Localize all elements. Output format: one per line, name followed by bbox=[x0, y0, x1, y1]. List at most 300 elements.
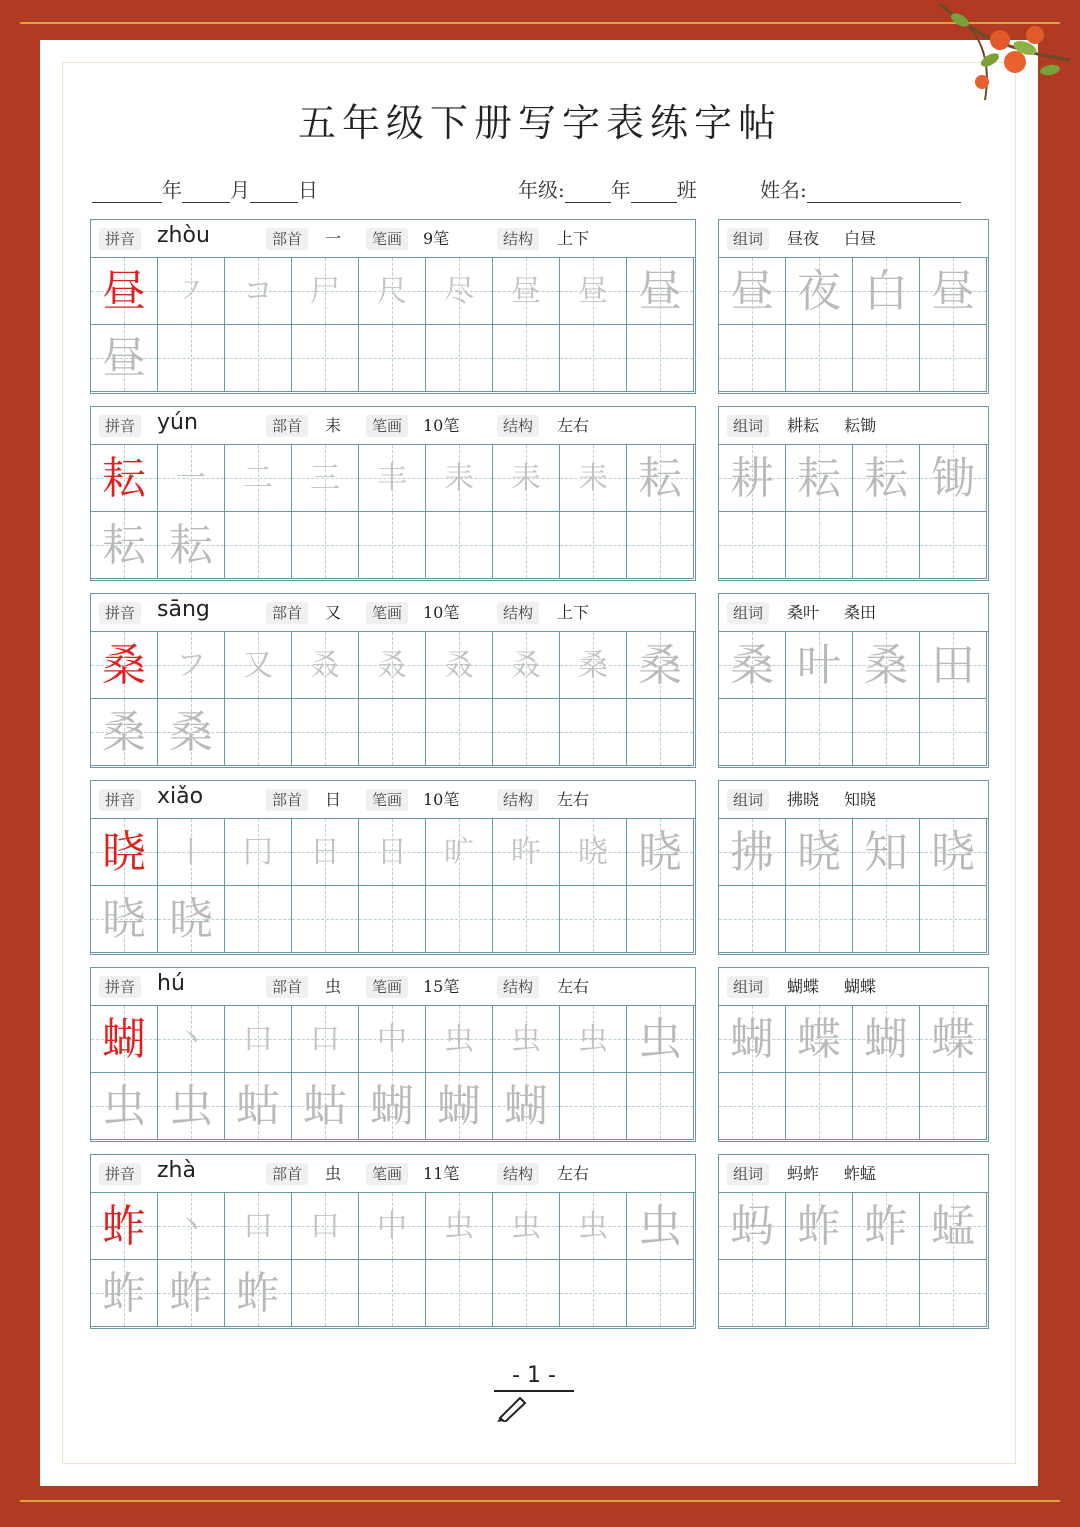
word-cell[interactable] bbox=[719, 699, 786, 766]
word-2: 蚱蜢 bbox=[844, 1164, 877, 1183]
practice-cell[interactable] bbox=[560, 325, 627, 392]
strokes-label: 笔画 bbox=[366, 1163, 408, 1185]
name-blank[interactable] bbox=[807, 180, 961, 203]
word-cell[interactable] bbox=[719, 325, 786, 392]
grid-char: 知 bbox=[864, 827, 908, 878]
day-label: 日 bbox=[298, 178, 318, 202]
practice-cell[interactable] bbox=[158, 819, 225, 886]
word-cell[interactable] bbox=[786, 445, 853, 512]
word-cell[interactable] bbox=[920, 1006, 987, 1073]
practice-cell[interactable] bbox=[627, 512, 694, 579]
word-practice-box bbox=[718, 406, 989, 581]
radical-label: 部首 bbox=[266, 1163, 308, 1185]
practice-cell[interactable] bbox=[225, 1260, 292, 1327]
grid-char: 蚱 bbox=[797, 1201, 841, 1252]
year-blank[interactable] bbox=[92, 180, 162, 203]
word-practice-box bbox=[718, 219, 989, 394]
word-1: 耕耘 bbox=[787, 416, 820, 435]
char-info-row bbox=[91, 220, 695, 258]
practice-cell[interactable] bbox=[493, 258, 560, 325]
practice-cell[interactable] bbox=[426, 325, 493, 392]
word-1: 蚂蚱 bbox=[787, 1164, 820, 1183]
practice-cell[interactable] bbox=[225, 886, 292, 953]
name-line bbox=[760, 174, 961, 203]
practice-cell[interactable] bbox=[627, 325, 694, 392]
practice-cell[interactable] bbox=[292, 886, 359, 953]
word-1: 昼夜 bbox=[787, 229, 820, 248]
practice-cell[interactable] bbox=[426, 886, 493, 953]
word-cell[interactable] bbox=[853, 445, 920, 512]
word-cell[interactable] bbox=[920, 699, 987, 766]
grid-char: 晓 bbox=[578, 835, 608, 870]
grid-char: 桑 bbox=[638, 640, 682, 691]
grid-char: 丶 bbox=[176, 1209, 206, 1244]
radical-value: 虫 bbox=[325, 977, 342, 996]
word-cell[interactable] bbox=[786, 1193, 853, 1260]
practice-cell[interactable] bbox=[158, 325, 225, 392]
practice-cell[interactable] bbox=[292, 258, 359, 325]
practice-cell[interactable] bbox=[225, 1073, 292, 1140]
practice-cell[interactable] bbox=[493, 1260, 560, 1327]
gold-border-bottom bbox=[20, 1500, 1060, 1502]
strokes-value: 11笔 bbox=[423, 1164, 460, 1183]
practice-cell[interactable] bbox=[292, 1193, 359, 1260]
structure-label: 结构 bbox=[497, 415, 539, 437]
grid-char: 蜢 bbox=[931, 1201, 975, 1252]
char-info-row bbox=[91, 407, 695, 445]
grid-char: 耘 bbox=[169, 520, 213, 571]
grade-blank[interactable] bbox=[565, 180, 611, 203]
practice-cell[interactable] bbox=[359, 886, 426, 953]
practice-cell[interactable] bbox=[359, 632, 426, 699]
pinyin-value: hú bbox=[157, 971, 185, 996]
words-label: 组词 bbox=[727, 1163, 769, 1185]
practice-cell[interactable] bbox=[493, 1193, 560, 1260]
grid-char: 口 bbox=[243, 1209, 273, 1244]
word-cell[interactable] bbox=[920, 445, 987, 512]
grid-char: 口 bbox=[243, 1022, 273, 1057]
practice-cell[interactable] bbox=[493, 819, 560, 886]
word-cell[interactable] bbox=[719, 1006, 786, 1073]
word-cell[interactable] bbox=[786, 512, 853, 579]
grid-char: 旿 bbox=[511, 835, 541, 870]
practice-cell[interactable] bbox=[426, 632, 493, 699]
grid-char: 晓 bbox=[102, 894, 146, 945]
grid-char: 桑 bbox=[102, 707, 146, 758]
practice-cell[interactable] bbox=[91, 699, 158, 766]
grid-char: 耘 bbox=[102, 453, 146, 504]
practice-cell[interactable] bbox=[426, 699, 493, 766]
structure-label: 结构 bbox=[497, 789, 539, 811]
grid-char: 昼 bbox=[638, 266, 682, 317]
practice-cell[interactable] bbox=[560, 445, 627, 512]
char-info-row bbox=[91, 781, 695, 819]
grid-char: 蝴 bbox=[102, 1014, 146, 1065]
pinyin-label: 拼音 bbox=[99, 228, 141, 250]
practice-cell[interactable] bbox=[292, 699, 359, 766]
word-cell[interactable] bbox=[920, 886, 987, 953]
grid-char: 耒 bbox=[578, 461, 608, 496]
practice-cell[interactable] bbox=[91, 1193, 158, 1260]
practice-cell[interactable] bbox=[627, 445, 694, 512]
char-practice-box bbox=[90, 967, 696, 1142]
radical-value: 虫 bbox=[325, 1164, 342, 1183]
strokes-value: 9笔 bbox=[423, 229, 450, 248]
pinyin-value: xiǎo bbox=[157, 784, 204, 809]
grid-char: 叒 bbox=[377, 648, 407, 683]
word-cell[interactable] bbox=[853, 1073, 920, 1140]
grid-char: 口 bbox=[310, 1022, 340, 1057]
practice-cell[interactable] bbox=[91, 1073, 158, 1140]
practice-cell[interactable] bbox=[426, 1073, 493, 1140]
grid-char: 蚱 bbox=[169, 1268, 213, 1319]
practice-cell[interactable] bbox=[359, 1193, 426, 1260]
grid-char: 耒 bbox=[511, 461, 541, 496]
char-practice-box bbox=[90, 406, 696, 581]
practice-cell[interactable] bbox=[359, 445, 426, 512]
practice-cell[interactable] bbox=[91, 445, 158, 512]
practice-cell[interactable] bbox=[560, 1260, 627, 1327]
word-cell[interactable] bbox=[853, 699, 920, 766]
words-label: 组词 bbox=[727, 789, 769, 811]
word-cell[interactable] bbox=[719, 1193, 786, 1260]
practice-cell[interactable] bbox=[359, 819, 426, 886]
words-label: 组词 bbox=[727, 976, 769, 998]
word-cell[interactable] bbox=[920, 258, 987, 325]
word-practice-box bbox=[718, 780, 989, 955]
word-cell[interactable] bbox=[719, 445, 786, 512]
practice-cell[interactable] bbox=[91, 1006, 158, 1073]
grid-char: 一 bbox=[176, 461, 206, 496]
practice-cell[interactable] bbox=[560, 819, 627, 886]
radical-label: 部首 bbox=[266, 789, 308, 811]
practice-cell[interactable] bbox=[560, 1006, 627, 1073]
practice-cell[interactable] bbox=[359, 699, 426, 766]
practice-cell[interactable] bbox=[225, 819, 292, 886]
word-cell[interactable] bbox=[719, 886, 786, 953]
word-practice-box bbox=[718, 593, 989, 768]
practice-cell[interactable] bbox=[158, 1193, 225, 1260]
grid-char: 冂 bbox=[243, 835, 273, 870]
word-2: 白昼 bbox=[844, 229, 877, 248]
word-cell[interactable] bbox=[786, 1073, 853, 1140]
word-cell[interactable] bbox=[920, 512, 987, 579]
practice-cell[interactable] bbox=[359, 1260, 426, 1327]
page-footer bbox=[494, 1363, 614, 1422]
practice-cell[interactable] bbox=[493, 512, 560, 579]
practice-cell[interactable] bbox=[225, 445, 292, 512]
practice-cell[interactable] bbox=[493, 445, 560, 512]
word-cell[interactable] bbox=[920, 1260, 987, 1327]
word-cell[interactable] bbox=[853, 258, 920, 325]
practice-cell[interactable] bbox=[426, 258, 493, 325]
grid-char: 口 bbox=[310, 1209, 340, 1244]
grid-char: 旷 bbox=[444, 835, 474, 870]
grid-char: 虫 bbox=[169, 1081, 213, 1132]
grid-char: 耒 bbox=[444, 461, 474, 496]
practice-cell[interactable] bbox=[91, 512, 158, 579]
practice-cell[interactable] bbox=[426, 819, 493, 886]
practice-cell[interactable] bbox=[91, 819, 158, 886]
practice-cell[interactable] bbox=[627, 1073, 694, 1140]
grid-char: 尽 bbox=[444, 274, 474, 309]
year-label: 年 bbox=[162, 178, 182, 202]
practice-cell[interactable] bbox=[225, 1193, 292, 1260]
grid-char: 拂 bbox=[730, 827, 774, 878]
practice-cell[interactable] bbox=[493, 632, 560, 699]
grid-char: 二 bbox=[243, 461, 273, 496]
grid-char: 蚱 bbox=[102, 1268, 146, 1319]
word-cell[interactable] bbox=[719, 1073, 786, 1140]
strokes-label: 笔画 bbox=[366, 602, 408, 624]
practice-cell[interactable] bbox=[493, 1073, 560, 1140]
practice-cell[interactable] bbox=[493, 325, 560, 392]
practice-cell[interactable] bbox=[359, 325, 426, 392]
grid-char: 锄 bbox=[931, 453, 975, 504]
grid-char: 耘 bbox=[797, 453, 841, 504]
practice-cell[interactable] bbox=[560, 1193, 627, 1260]
word-practice-box bbox=[718, 1154, 989, 1329]
char-info-row bbox=[91, 594, 695, 632]
strokes-label: 笔画 bbox=[366, 789, 408, 811]
word-cell[interactable] bbox=[786, 1006, 853, 1073]
grid-char: 尺 bbox=[377, 274, 407, 309]
word-cell[interactable] bbox=[853, 512, 920, 579]
strokes-label: 笔画 bbox=[366, 976, 408, 998]
practice-cell[interactable] bbox=[426, 445, 493, 512]
practice-cell[interactable] bbox=[426, 1193, 493, 1260]
pen-icon bbox=[494, 1392, 530, 1422]
word-cell[interactable] bbox=[853, 1006, 920, 1073]
practice-cell[interactable] bbox=[493, 886, 560, 953]
practice-cell[interactable] bbox=[627, 819, 694, 886]
grid-char: 叒 bbox=[310, 648, 340, 683]
word-cell[interactable] bbox=[719, 819, 786, 886]
words-label: 组词 bbox=[727, 228, 769, 250]
practice-cell[interactable] bbox=[560, 1073, 627, 1140]
grid-char: 叶 bbox=[797, 640, 841, 691]
practice-cell[interactable] bbox=[560, 512, 627, 579]
gold-border-top bbox=[20, 22, 1060, 24]
word-2: 桑田 bbox=[844, 603, 877, 622]
grid-char: 晓 bbox=[931, 827, 975, 878]
practice-cell[interactable] bbox=[158, 445, 225, 512]
structure-label: 结构 bbox=[497, 1163, 539, 1185]
grid-char: コ bbox=[243, 274, 273, 309]
grid-char: 中 bbox=[377, 1209, 407, 1244]
practice-cell[interactable] bbox=[627, 258, 694, 325]
practice-cell[interactable] bbox=[225, 325, 292, 392]
practice-cell[interactable] bbox=[359, 1006, 426, 1073]
practice-cell[interactable] bbox=[91, 886, 158, 953]
grid-char: 桑 bbox=[169, 707, 213, 758]
practice-cell[interactable] bbox=[225, 258, 292, 325]
practice-cell[interactable] bbox=[225, 512, 292, 579]
word-cell[interactable] bbox=[853, 325, 920, 392]
char-practice-box bbox=[90, 1154, 696, 1329]
word-cell[interactable] bbox=[920, 819, 987, 886]
word-cell[interactable] bbox=[719, 258, 786, 325]
practice-cell[interactable] bbox=[292, 1260, 359, 1327]
practice-cell[interactable] bbox=[359, 512, 426, 579]
word-cell[interactable] bbox=[853, 886, 920, 953]
word-cell[interactable] bbox=[920, 1193, 987, 1260]
radical-label: 部首 bbox=[266, 976, 308, 998]
practice-cell[interactable] bbox=[158, 699, 225, 766]
practice-cell[interactable] bbox=[158, 632, 225, 699]
practice-cell[interactable] bbox=[627, 1193, 694, 1260]
grid-char: 虫 bbox=[102, 1081, 146, 1132]
pinyin-label: 拼音 bbox=[99, 415, 141, 437]
month-blank[interactable] bbox=[182, 180, 230, 203]
grid-char: 尸 bbox=[310, 274, 340, 309]
radical-label: 部首 bbox=[266, 602, 308, 624]
grid-char: 昼 bbox=[578, 274, 608, 309]
word-cell[interactable] bbox=[786, 1260, 853, 1327]
structure-value: 上下 bbox=[557, 603, 590, 622]
practice-cell[interactable] bbox=[158, 886, 225, 953]
practice-cell[interactable] bbox=[627, 699, 694, 766]
grid-char: 桑 bbox=[864, 640, 908, 691]
grid-char: 三 bbox=[310, 461, 340, 496]
class-blank[interactable] bbox=[631, 180, 677, 203]
word-cell[interactable] bbox=[786, 886, 853, 953]
practice-cell[interactable] bbox=[292, 445, 359, 512]
word-cell[interactable] bbox=[719, 632, 786, 699]
word-cell[interactable] bbox=[920, 632, 987, 699]
grid-char: 耕 bbox=[730, 453, 774, 504]
grid-char: 虫 bbox=[511, 1209, 541, 1244]
words-label: 组词 bbox=[727, 415, 769, 437]
practice-cell[interactable] bbox=[91, 325, 158, 392]
practice-cell[interactable] bbox=[91, 258, 158, 325]
strokes-label: 笔画 bbox=[366, 228, 408, 250]
practice-cell[interactable] bbox=[292, 1073, 359, 1140]
word-cell[interactable] bbox=[719, 1260, 786, 1327]
structure-value: 左右 bbox=[557, 1164, 590, 1183]
word-cell[interactable] bbox=[786, 819, 853, 886]
month-label: 月 bbox=[230, 178, 250, 202]
word-cell[interactable] bbox=[786, 699, 853, 766]
name-label: 姓名: bbox=[760, 178, 807, 202]
word-cell[interactable] bbox=[786, 325, 853, 392]
grid-char: 叒 bbox=[444, 648, 474, 683]
word-cell[interactable] bbox=[853, 1260, 920, 1327]
practice-cell[interactable] bbox=[359, 258, 426, 325]
word-cell[interactable] bbox=[719, 512, 786, 579]
practice-cell[interactable] bbox=[627, 886, 694, 953]
day-blank[interactable] bbox=[250, 180, 298, 203]
word-cell[interactable] bbox=[786, 258, 853, 325]
practice-cell[interactable] bbox=[91, 632, 158, 699]
word-info-row bbox=[719, 781, 988, 819]
structure-label: 结构 bbox=[497, 228, 539, 250]
grid-char: 虫 bbox=[638, 1201, 682, 1252]
word-info-row bbox=[719, 594, 988, 632]
practice-cell[interactable] bbox=[158, 1073, 225, 1140]
practice-cell[interactable] bbox=[292, 1006, 359, 1073]
grid-char: 晓 bbox=[638, 827, 682, 878]
practice-cell[interactable] bbox=[292, 512, 359, 579]
page-title: 五年级下册写字表练字帖 bbox=[297, 101, 782, 145]
words-label: 组词 bbox=[727, 602, 769, 624]
char-practice-box bbox=[90, 219, 696, 394]
practice-cell[interactable] bbox=[91, 1260, 158, 1327]
word-cell[interactable] bbox=[853, 1193, 920, 1260]
grid-char: 丨 bbox=[176, 835, 206, 870]
radical-value: 一 bbox=[325, 229, 342, 248]
practice-cell[interactable] bbox=[426, 1260, 493, 1327]
grid-char: 虫 bbox=[638, 1014, 682, 1065]
practice-cell[interactable] bbox=[158, 258, 225, 325]
strokes-value: 10笔 bbox=[423, 603, 460, 622]
char-info-row bbox=[91, 1155, 695, 1193]
word-1: 蝴蝶 bbox=[787, 977, 820, 996]
grid-char: 夜 bbox=[797, 266, 841, 317]
practice-cell[interactable] bbox=[426, 512, 493, 579]
practice-cell[interactable] bbox=[493, 1006, 560, 1073]
grid-char: 蝴 bbox=[504, 1081, 548, 1132]
char-practice-box bbox=[90, 593, 696, 768]
class-line bbox=[518, 174, 697, 203]
practice-cell[interactable] bbox=[493, 699, 560, 766]
strokes-value: 10笔 bbox=[423, 790, 460, 809]
pinyin-label: 拼音 bbox=[99, 789, 141, 811]
practice-cell[interactable] bbox=[627, 632, 694, 699]
practice-cell[interactable] bbox=[292, 819, 359, 886]
word-cell[interactable] bbox=[853, 819, 920, 886]
practice-cell[interactable] bbox=[560, 258, 627, 325]
word-2: 蝴蝶 bbox=[844, 977, 877, 996]
practice-cell[interactable] bbox=[292, 325, 359, 392]
practice-cell[interactable] bbox=[158, 512, 225, 579]
practice-cell[interactable] bbox=[225, 1006, 292, 1073]
grid-char: 晓 bbox=[169, 894, 213, 945]
word-cell[interactable] bbox=[920, 325, 987, 392]
practice-cell[interactable] bbox=[225, 632, 292, 699]
practice-cell[interactable] bbox=[359, 1073, 426, 1140]
word-practice-box bbox=[718, 967, 989, 1142]
grid-char: 蝴 bbox=[730, 1014, 774, 1065]
grid-char: 晓 bbox=[797, 827, 841, 878]
grid-char: 叒 bbox=[511, 648, 541, 683]
practice-cell[interactable] bbox=[426, 1006, 493, 1073]
practice-cell[interactable] bbox=[627, 1006, 694, 1073]
grid-char: 耘 bbox=[638, 453, 682, 504]
word-1: 拂晓 bbox=[787, 790, 820, 809]
practice-cell[interactable] bbox=[292, 632, 359, 699]
date-line bbox=[92, 174, 318, 203]
word-cell[interactable] bbox=[920, 1073, 987, 1140]
grid-char: 丶 bbox=[176, 1022, 206, 1057]
practice-cell[interactable] bbox=[158, 1006, 225, 1073]
char-practice-box bbox=[90, 780, 696, 955]
grid-char: 蝴 bbox=[437, 1081, 481, 1132]
pinyin-value: sāng bbox=[157, 597, 210, 622]
word-cell[interactable] bbox=[786, 632, 853, 699]
practice-cell[interactable] bbox=[627, 1260, 694, 1327]
practice-cell[interactable] bbox=[158, 1260, 225, 1327]
word-cell[interactable] bbox=[853, 632, 920, 699]
grid-char: 丰 bbox=[377, 461, 407, 496]
practice-cell[interactable] bbox=[560, 632, 627, 699]
grid-char: 又 bbox=[243, 648, 273, 683]
practice-cell[interactable] bbox=[560, 699, 627, 766]
practice-cell[interactable] bbox=[225, 699, 292, 766]
radical-value: 耒 bbox=[325, 416, 342, 435]
strokes-value: 15笔 bbox=[423, 977, 460, 996]
practice-cell[interactable] bbox=[560, 886, 627, 953]
